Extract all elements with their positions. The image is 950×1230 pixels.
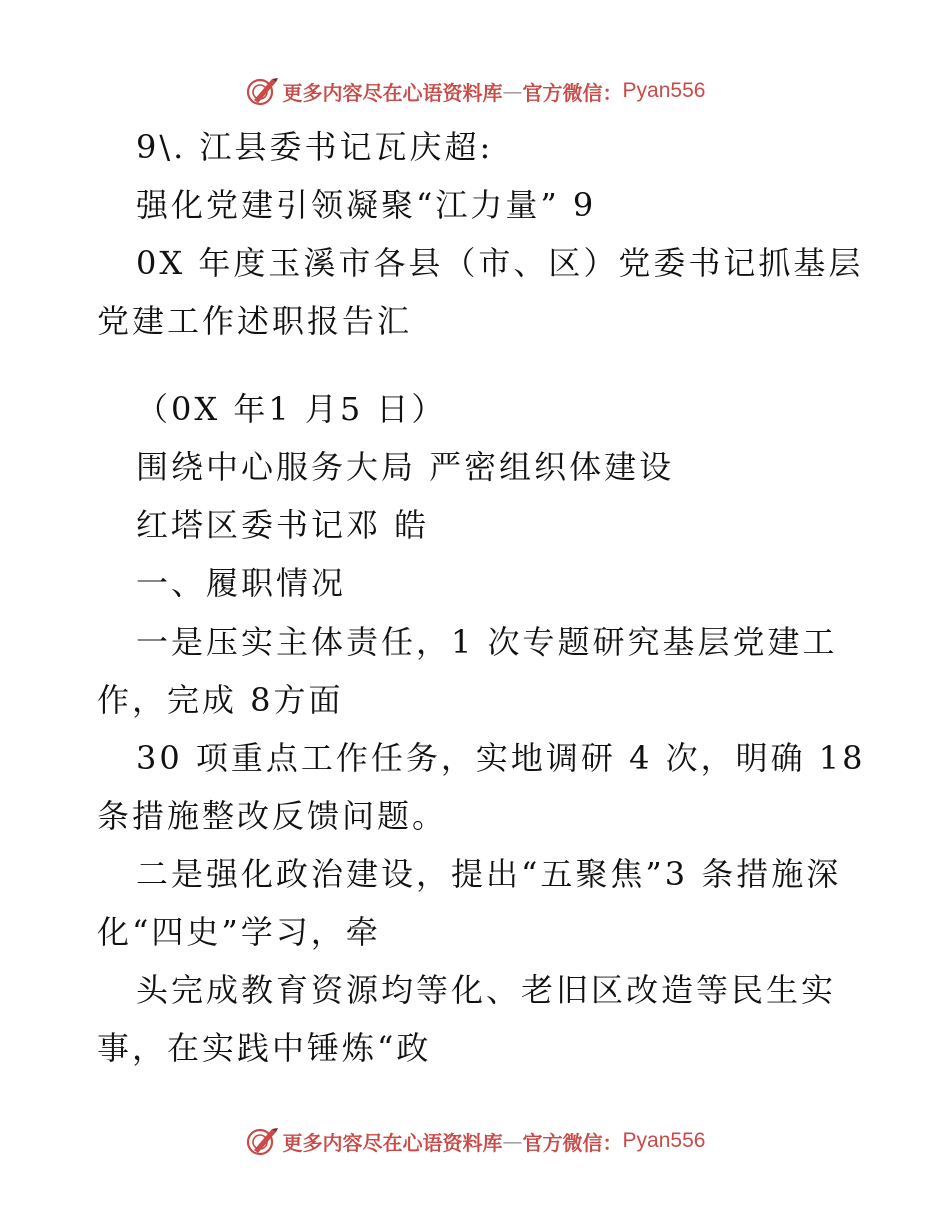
watermark-label: 官方微信： bbox=[522, 80, 623, 105]
document-line: 一是压实主体责任，1 次专题研究基层党建工 bbox=[136, 623, 838, 661]
document-line: 红塔区委书记邓 皓 bbox=[136, 506, 430, 544]
watermark-header bbox=[0, 71, 950, 111]
document-line: 党建工作述职报告汇 bbox=[97, 302, 413, 340]
document-line: 作，完成 8方面 bbox=[97, 681, 344, 719]
document-line: 二是强化政治建设，提出“五聚焦”3 条措施深 bbox=[136, 855, 842, 893]
watermark-label: 官方微信： bbox=[522, 1130, 623, 1155]
watermark-separator: — bbox=[502, 79, 523, 103]
watermark-id: Pyan556 bbox=[622, 79, 706, 102]
watermark-id: Pyan556 bbox=[622, 1129, 706, 1152]
document-line: （0X 年1 月5 日） bbox=[136, 390, 447, 428]
document-line: 事，在实践中锤炼“政 bbox=[97, 1029, 432, 1067]
document-line: 条措施整改反馈问题。 bbox=[97, 797, 448, 835]
document-line: 30 项重点工作任务，实地调研 4 次，明确 18 bbox=[136, 739, 866, 777]
document-line: 头完成教育资源均等化、老旧区改造等民生实 bbox=[136, 971, 837, 1009]
document-line: 化“四史”学习，牵 bbox=[97, 913, 381, 951]
document-line: 强化党建引领凝聚“江力量” 9 bbox=[136, 186, 597, 224]
watermark-text: 更多内容尽在心语资料库 bbox=[282, 1130, 503, 1155]
pen-logo-icon bbox=[245, 74, 279, 108]
watermark-text: 更多内容尽在心语资料库 bbox=[282, 80, 503, 105]
watermark-separator: — bbox=[502, 1129, 523, 1153]
document-line: 0X 年度玉溪市各县（市、区）党委书记抓基层 bbox=[136, 244, 864, 282]
document-line: 围绕中心服务大局 严密组织体建设 bbox=[136, 448, 675, 486]
document-line: 一、履职情况 bbox=[136, 564, 347, 602]
pen-logo-icon bbox=[245, 1124, 279, 1158]
document-line: 9\. 江县委书记瓦庆超: bbox=[136, 128, 494, 166]
watermark-footer bbox=[0, 1121, 950, 1161]
